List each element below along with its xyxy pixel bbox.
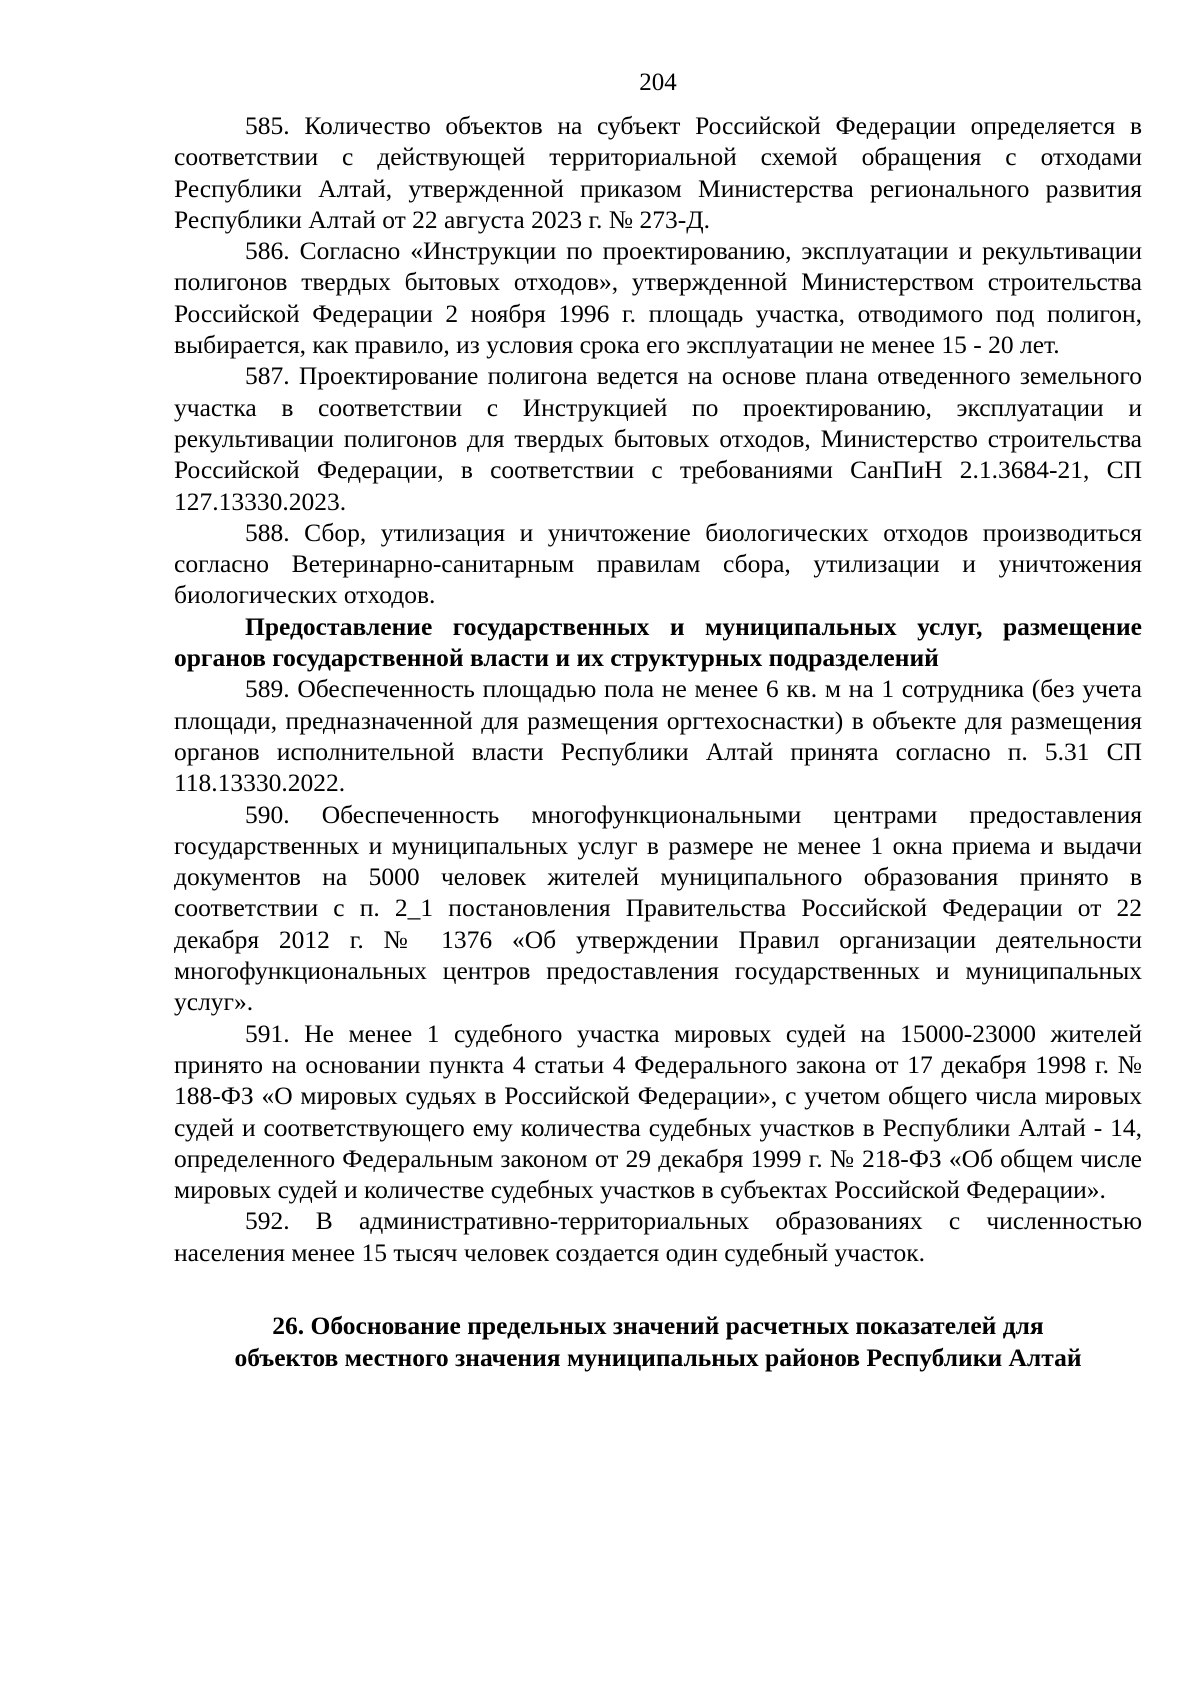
paragraph-588: 588. Сбор, утилизация и уничтожение биологических отходов производиться согласно Ветеринарно-санитарным правилам сбора, утилизации и уничтожения биологических отходов.	[174, 517, 1142, 610]
section-title-line-1: 26. Обоснование предельных значений расчетных показателей для	[272, 1310, 1044, 1340]
subheading-public-services: Предоставление государственных и муниципальных услуг, размещение органов государственной власти и их структурных подразделений	[174, 611, 1142, 673]
paragraph-592: 592. В административно-территориальных образованиях с численностью населения менее 15 тысяч человек создается один судебный участок.	[174, 1206, 1142, 1267]
document-page	[174, 68, 1142, 1374]
section-title	[174, 1310, 1142, 1374]
paragraph-587: 587. Проектирование полигона ведется на основе плана отведенного земельного участка в соответствии с Инструкцией по проектированию, эксплуатации и рекультивации полигонов для твердых бытовых отходов, Министерство строительства Российской Федерации, в соответствии с требованиями СанПиН 2.1.3684-21, СП 127.13330.2023.	[174, 361, 1142, 516]
paragraph-590: 590. Обеспеченность многофункциональными центрами предоставления государственных и муниципальных услуг в размере не менее 1 окна приема и выдачи документов на 5000 человек жителей муниципального образования принято в соответствии с п. 2_1 постановления Правительства Российской Федерации от 22 декабря 2012 г. № 1376 «Об утверждении Правил организации деятельности многофункциональных центров предоставления государственных и муниципальных услуг».	[174, 799, 1142, 1017]
paragraph-589: 589. Обеспеченность площадью пола не менее 6 кв. м на 1 сотрудника (без учета площади, предназначенной для размещения оргтехоснастки) в объекте для размещения органов исполнительной власти Республики Алтай принята согласно п. 5.31 СП 118.13330.2022.	[174, 674, 1142, 798]
paragraph-591: 591. Не менее 1 судебного участка мировых судей на 15000-23000 жителей принято на основании пункта 4 статьи 4 Федерального закона от 17 декабря 1998 г. № 188-ФЗ «О мировых судьях в Российской Федерации», с учетом общего числа мировых судей и соответствующего ему количества судебных участков в Республики Алтай - 14, определенного Федеральным законом от 29 декабря 1999 г. № 218-ФЗ «Об общем числе мировых судей и количестве судебных участков в субъектах Российской Федерации».	[174, 1018, 1142, 1205]
paragraph-586: 586. Согласно «Инструкции по проектированию, эксплуатации и рекультивации полигонов твердых бытовых отходов», утвержденной Министерством строительства Российской Федерации 2 ноября 1996 г. площадь участка, отводимого под полигон, выбирается, как правило, из условия срока его эксплуатации не менее 15 - 20 лет.	[174, 236, 1142, 360]
section-title-line-2: объектов местного значения муниципальных районов Республики Алтай	[234, 1342, 1082, 1372]
page-number: 204	[639, 69, 677, 96]
paragraph-585: 585. Количество объектов на субъект Российской Федерации определяется в соответствии с действующей территориальной схемой обращения с отходами Республики Алтай, утвержденной приказом Министерства регионального развития Республики Алтай от 22 августа 2023 г. № 273-Д.	[174, 111, 1142, 234]
